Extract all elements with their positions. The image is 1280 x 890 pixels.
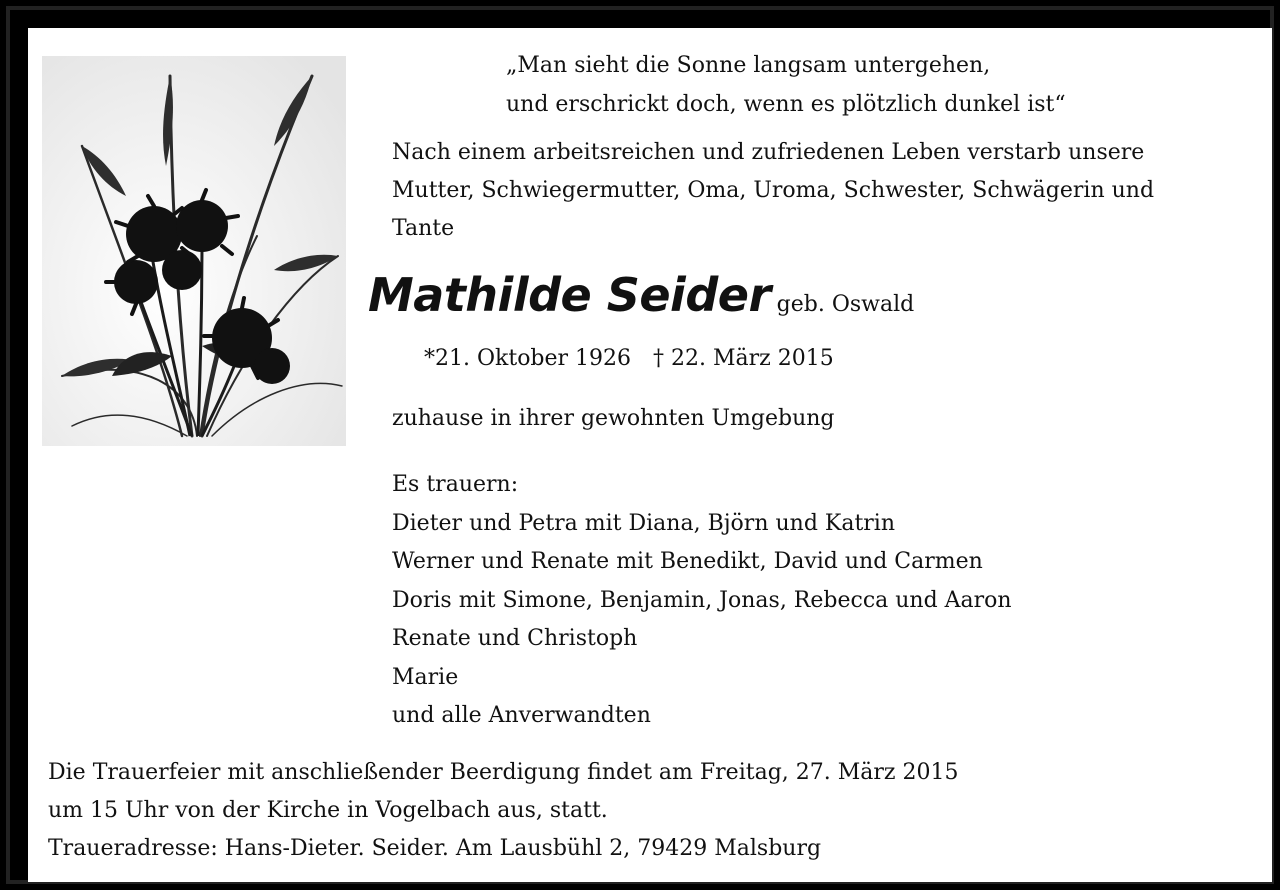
- mourning-address: Traueradresse: Hans-Dieter. Seider. Am Lausbühl 2, 79429 Malsburg: [48, 836, 822, 861]
- mourner-line: Dieter und Petra mit Diana, Björn und Katrin: [392, 510, 896, 536]
- death-date: † 22. März 2015: [653, 346, 834, 371]
- mourners-heading: Es trauern:: [392, 472, 519, 497]
- intro-line-1: Nach einem arbeitsreichen und zufriedenen Leben verstarb unsere: [392, 140, 1145, 165]
- intro-line-3: Tante: [392, 216, 455, 241]
- intro-text: [392, 134, 1252, 248]
- mourner-line: Doris mit Simone, Benjamin, Jonas, Rebecca und Aaron: [392, 587, 1012, 613]
- deceased-name: Mathilde Seider: [368, 268, 771, 322]
- funeral-line-1: Die Trauerfeier mit anschließender Beerdigung findet am Freitag, 27. März 2015: [48, 760, 959, 785]
- intro-line-2: Mutter, Schwiegermutter, Oma, Uroma, Schwester, Schwägerin und: [392, 178, 1155, 203]
- deceased-name-line: [368, 268, 914, 322]
- birth-name: geb. Oswald: [776, 292, 915, 317]
- quote-line-1: „Man sieht die Sonne langsam untergehen,: [506, 53, 991, 78]
- place-of-death: zuhause in ihrer gewohnten Umgebung: [392, 406, 835, 431]
- quote-line-2: und erschrickt doch, wenn es plötzlich dunkel ist“: [506, 92, 1066, 117]
- life-dates: [424, 346, 834, 371]
- mourner-line: und alle Anverwandten: [392, 703, 651, 728]
- mourner-line: Renate und Christoph: [392, 626, 638, 651]
- mourner-line: Marie: [392, 664, 459, 690]
- funeral-line-2: um 15 Uhr von der Kirche in Vogelbach aus, statt.: [48, 798, 608, 823]
- obituary-card: [28, 28, 1272, 882]
- mourner-line: Werner und Renate mit Benedikt, David und Carmen: [392, 549, 983, 574]
- notice-frame: [6, 6, 1274, 884]
- mourners-list: [392, 466, 1012, 736]
- funeral-details: [48, 754, 958, 868]
- birth-date: *21. Oktober 1926: [424, 346, 632, 371]
- opening-quote: [506, 46, 1066, 124]
- cornflower-grass-icon: [42, 56, 346, 446]
